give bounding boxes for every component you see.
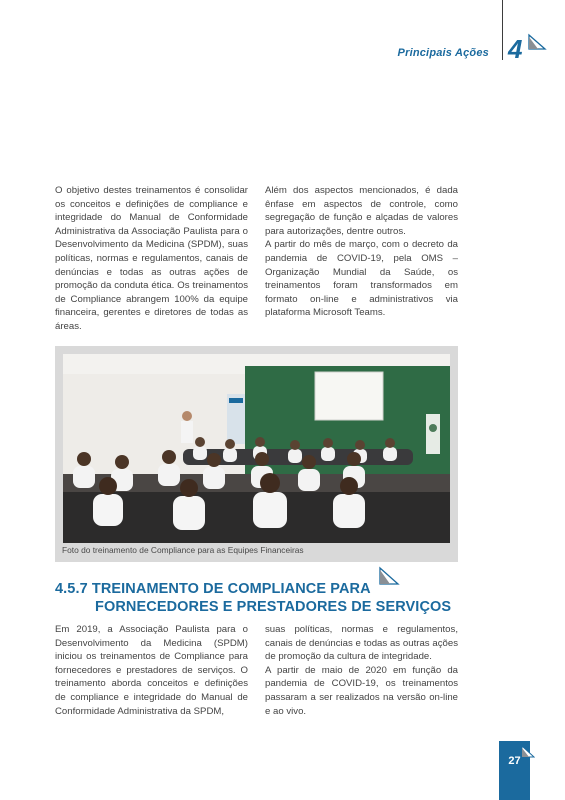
section-column-right bbox=[265, 623, 458, 718]
intro-column-left bbox=[55, 184, 248, 334]
paragraph: A partir do mês de março, com o decreto da pandemia de COVID-19, pela OMS – Organização Mundial da Saúde, os treinamentos foram transformados em formato on-line e administrativos via plataforma Microsoft Teams. bbox=[265, 239, 458, 319]
paragraph: A partir de maio de 2020 em função da pandemia de COVID-19, os treinamentos passaram a ser realizados na versão on-line e ao vivo. bbox=[265, 664, 458, 717]
training-room-illustration bbox=[63, 354, 450, 543]
section-heading-line1: 4.5.7 TREINAMENTO DE COMPLIANCE PARA bbox=[55, 581, 371, 597]
page-triangle-icon bbox=[521, 745, 535, 759]
section-triangle-icon bbox=[378, 566, 400, 588]
paragraph: Além dos aspectos mencionados, é dada ênfase em aspectos de controle, como segregação de função e alçadas de valores para autorizações, dentre outros. bbox=[265, 185, 458, 237]
training-photo bbox=[63, 354, 450, 543]
running-header-title: Principais Ações bbox=[397, 47, 489, 59]
intro-column-right bbox=[265, 184, 458, 320]
training-photo-frame bbox=[55, 346, 458, 562]
page-number: 27 bbox=[508, 755, 521, 767]
chapter-triangle-icon bbox=[527, 33, 547, 53]
paragraph: O objetivo destes treinamentos é consolidar os conceitos e definições de compliance e integridade do Manual de Conformidade Administrativa da Associação Paulista para o Desenvolvimento da Medicina (SPDM), suas políticas, normas e regulamentos, canais de denúncias e todas as outras ações de promoção da conduta ética. Os treinamentos de Compliance abrangem 100% da equipe financeira, gerentes e diretores de todas as áreas. bbox=[55, 185, 248, 332]
paragraph: Em 2019, a Associação Paulista para o Desenvolvimento da Medicina (SPDM) iniciou os treinamentos de Compliance para fornecedores e prestadores de serviços. O treinamento aborda conceitos e definições de compliance e integridade do Manual de Conformidade Administrativa da SPDM, bbox=[55, 624, 248, 717]
header-divider bbox=[502, 0, 503, 60]
chapter-number: 4 bbox=[508, 34, 523, 64]
section-column-left bbox=[55, 623, 248, 718]
section-heading bbox=[55, 580, 475, 616]
paragraph: suas políticas, normas e regulamentos, canais de denúncias e todas as outras ações de promoção da cultura de integridade. bbox=[265, 624, 458, 663]
photo-caption: Foto do treinamento de Compliance para as Equipes Financeiras bbox=[62, 545, 304, 555]
section-heading-line2: FORNECEDORES E PRESTADORES DE SERVIÇOS bbox=[95, 599, 452, 615]
